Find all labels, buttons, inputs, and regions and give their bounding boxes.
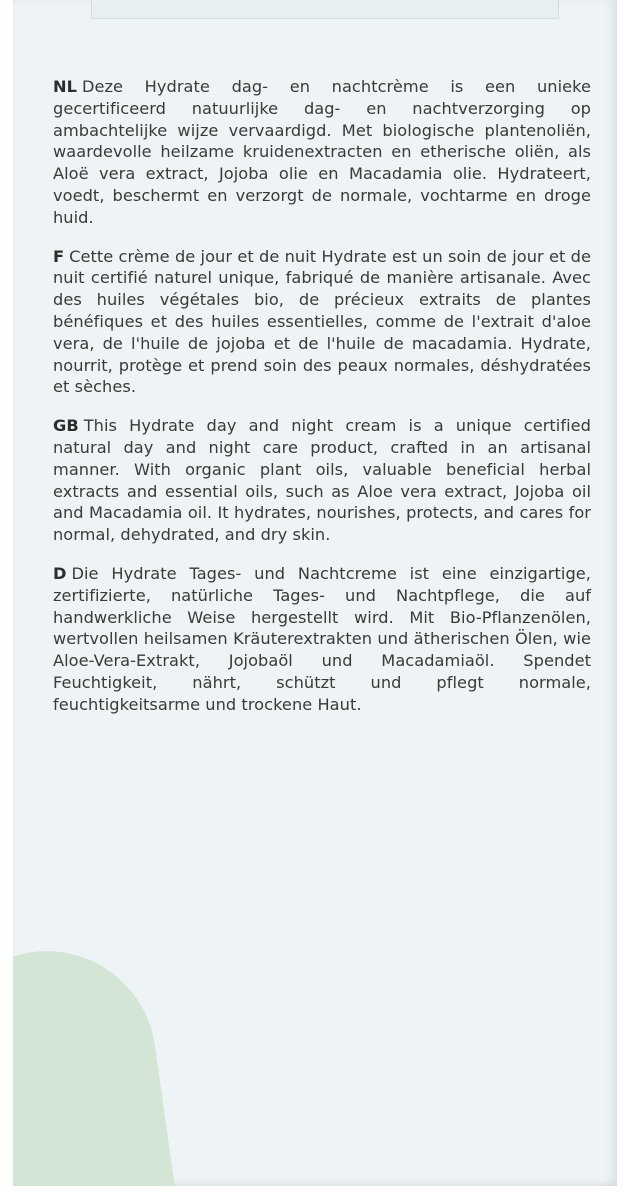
paragraph-text-f: Cette crème de jour et de nuit Hydrate est un soin de jour et de nuit certifié naturel unique, fabriqué de manière artisanale. Avec des huiles végétales bio, de précieux extraits de plantes bénéfiques et des huiles essentielles, comme de l'extrait d'aloe vera, de l'huile de jojoba et de l'huile de macadamia. Hydrate, nourrit, protège et prend soin des peaux normales, déshydratées et sèches. — [53, 246, 591, 397]
paragraph-text-nl: Deze Hydrate dag- en nachtcrème is een unieke gecertificeerd natuurlijke dag- en nachtverzorging op ambachtelijke wijze vervaardigd. Met biologische plantenoliën, waardevolle heilzame kruidenextracten en etherische oliën, als Aloë vera extract, Jojoba olie en Macadamia olie. Hydrateert, voedt, beschermt en verzorgt de normale, vochtarme en droge huid. — [53, 77, 591, 227]
language-code-gb: GB — [53, 416, 79, 436]
green-decorative-shape — [13, 937, 184, 1186]
language-code-nl: NL — [53, 77, 77, 96]
language-code-f: F — [53, 246, 65, 266]
paragraph-f — [53, 246, 591, 399]
product-box-panel — [13, 0, 617, 1186]
description-text-block — [53, 76, 591, 733]
paragraph-text-gb: This Hydrate day and night cream is a unique certified natural day and night care product, crafted in an artisanal manner. With organic plant oils, valuable beneficial herbal extracts and essential oils, such as Aloe vera extract, Jojoba oil and Macadamia oil. It hydrates, nourishes, protects, and cares for normal, dehydrated, and dry skin. — [53, 416, 591, 545]
paragraph-text-d: Die Hydrate Tages- und Nachtcreme ist eine einzigartige, zertifizierte, natürliche Tages- und Nachtpflege, die auf handwerkliche Weise hergestellt wird. Mit Bio-Pflanzenölen, wertvollen heilsamen Kräuterextrakten und ätherischen Ölen, wie Aloe-Vera-Extrakt, Jojobaöl und Macadamiaöl. Spendet Feuchtigkeit, nährt, schützt und pflegt normale, feuchtigkeitsarme und trockene Haut. — [53, 563, 591, 714]
paragraph-gb — [53, 415, 591, 546]
language-code-d: D — [53, 563, 67, 583]
box-top-flap — [91, 0, 559, 19]
paragraph-d — [53, 563, 591, 716]
paragraph-nl — [53, 76, 591, 229]
